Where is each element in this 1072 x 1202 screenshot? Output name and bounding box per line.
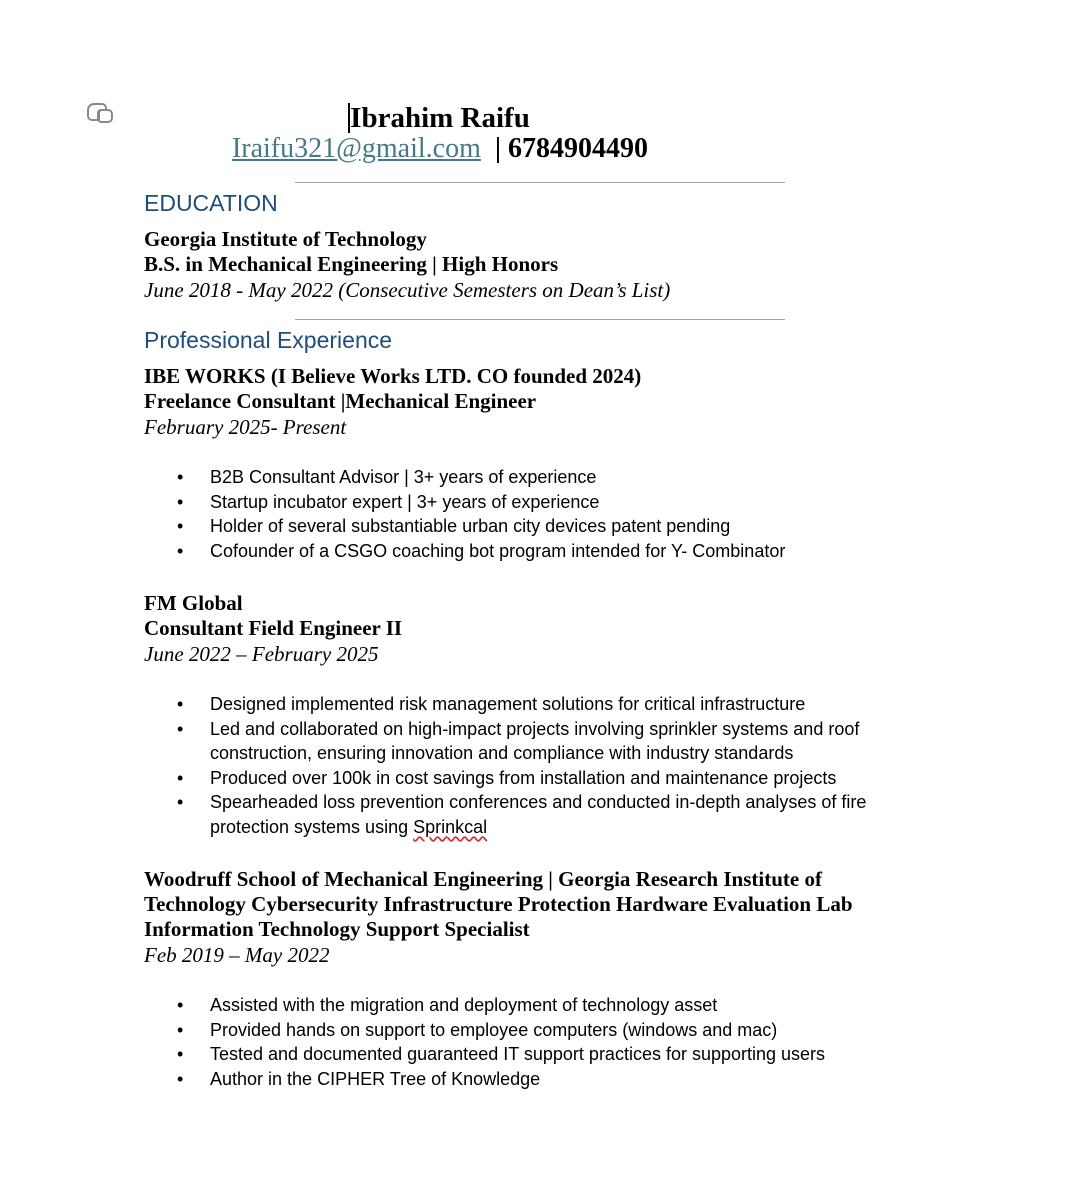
job-entry	[144, 867, 944, 1091]
list-item	[144, 790, 944, 839]
resume-header	[40, 98, 840, 164]
job-entry	[144, 364, 944, 563]
list-item: • Tested and documented guaranteed IT support practices for supporting users	[144, 1042, 944, 1067]
email-link[interactable]: Iraifu321@gmail.com	[231, 133, 481, 164]
divider	[295, 319, 785, 320]
list-item: • B2B Consultant Advisor | 3+ years of experience	[144, 465, 944, 490]
list-item: • Holder of several substantiable urban city devices patent pending	[144, 514, 944, 539]
job-bullets	[144, 465, 944, 563]
job-organization: Woodruff School of Mechanical Engineering | Georgia Research Institute of	[144, 867, 822, 891]
job-dates: February 2025- Present	[144, 415, 347, 439]
job-organization-cont: Technology Cybersecurity Infrastructure Protection Hardware Evaluation Lab	[144, 892, 853, 916]
education-dates: June 2018 - May 2022 (Consecutive Semesters on Dean’s List)	[144, 278, 671, 302]
list-item: • Author in the CIPHER Tree of Knowledge	[144, 1067, 944, 1092]
candidate-name-text: Ibrahim Raifu	[350, 102, 530, 134]
candidate-name[interactable]	[350, 98, 530, 138]
list-item: • Assisted with the migration and deployment of technology asset	[144, 993, 944, 1018]
divider	[295, 182, 785, 183]
job-bullets	[144, 993, 944, 1091]
phone-number: 6784904490	[508, 133, 649, 164]
job-role: Freelance Consultant |Mechanical Engineer	[144, 389, 537, 413]
degree: B.S. in Mechanical Engineering | High Honors	[144, 252, 559, 276]
job-bullets	[144, 692, 944, 839]
experience-heading: Professional Experience	[144, 327, 393, 353]
education-heading: EDUCATION	[144, 190, 278, 216]
job-entry	[144, 591, 944, 839]
job-organization: IBE WORKS (I Believe Works LTD. CO founded 2024)	[144, 364, 642, 388]
list-item: • Cofounder of a CSGO coaching bot program intended for Y- Combinator	[144, 539, 944, 564]
job-role: Consultant Field Engineer II	[144, 616, 403, 640]
list-item: • Provided hands on support to employee computers (windows and mac)	[144, 1018, 944, 1043]
job-role: Information Technology Support Specialist	[144, 917, 530, 941]
job-dates: June 2022 – February 2025	[144, 642, 379, 666]
resume-page[interactable]	[144, 98, 944, 1091]
list-item: • Startup incubator expert | 3+ years of experience	[144, 490, 944, 515]
job-organization: FM Global	[144, 591, 243, 615]
list-item: • Produced over 100k in cost savings from installation and maintenance projects	[144, 766, 944, 791]
spellcheck-word[interactable]: Sprinkcal	[413, 816, 488, 837]
job-dates: Feb 2019 – May 2022	[144, 943, 330, 967]
school-name: Georgia Institute of Technology	[144, 227, 427, 251]
list-item: • Led and collaborated on high-impact projects involving sprinkler systems and roof construction, ensuring innovation and compliance with industry standards	[144, 717, 944, 766]
contact-line	[40, 134, 840, 164]
contact-separator-bar: |	[494, 133, 502, 164]
list-item-text: Spearheaded loss prevention conferences and conducted in-depth analyses of fire protection systems using	[210, 792, 867, 837]
list-item: • Designed implemented risk management solutions for critical infrastructure	[144, 692, 944, 717]
text-cursor	[348, 103, 350, 133]
